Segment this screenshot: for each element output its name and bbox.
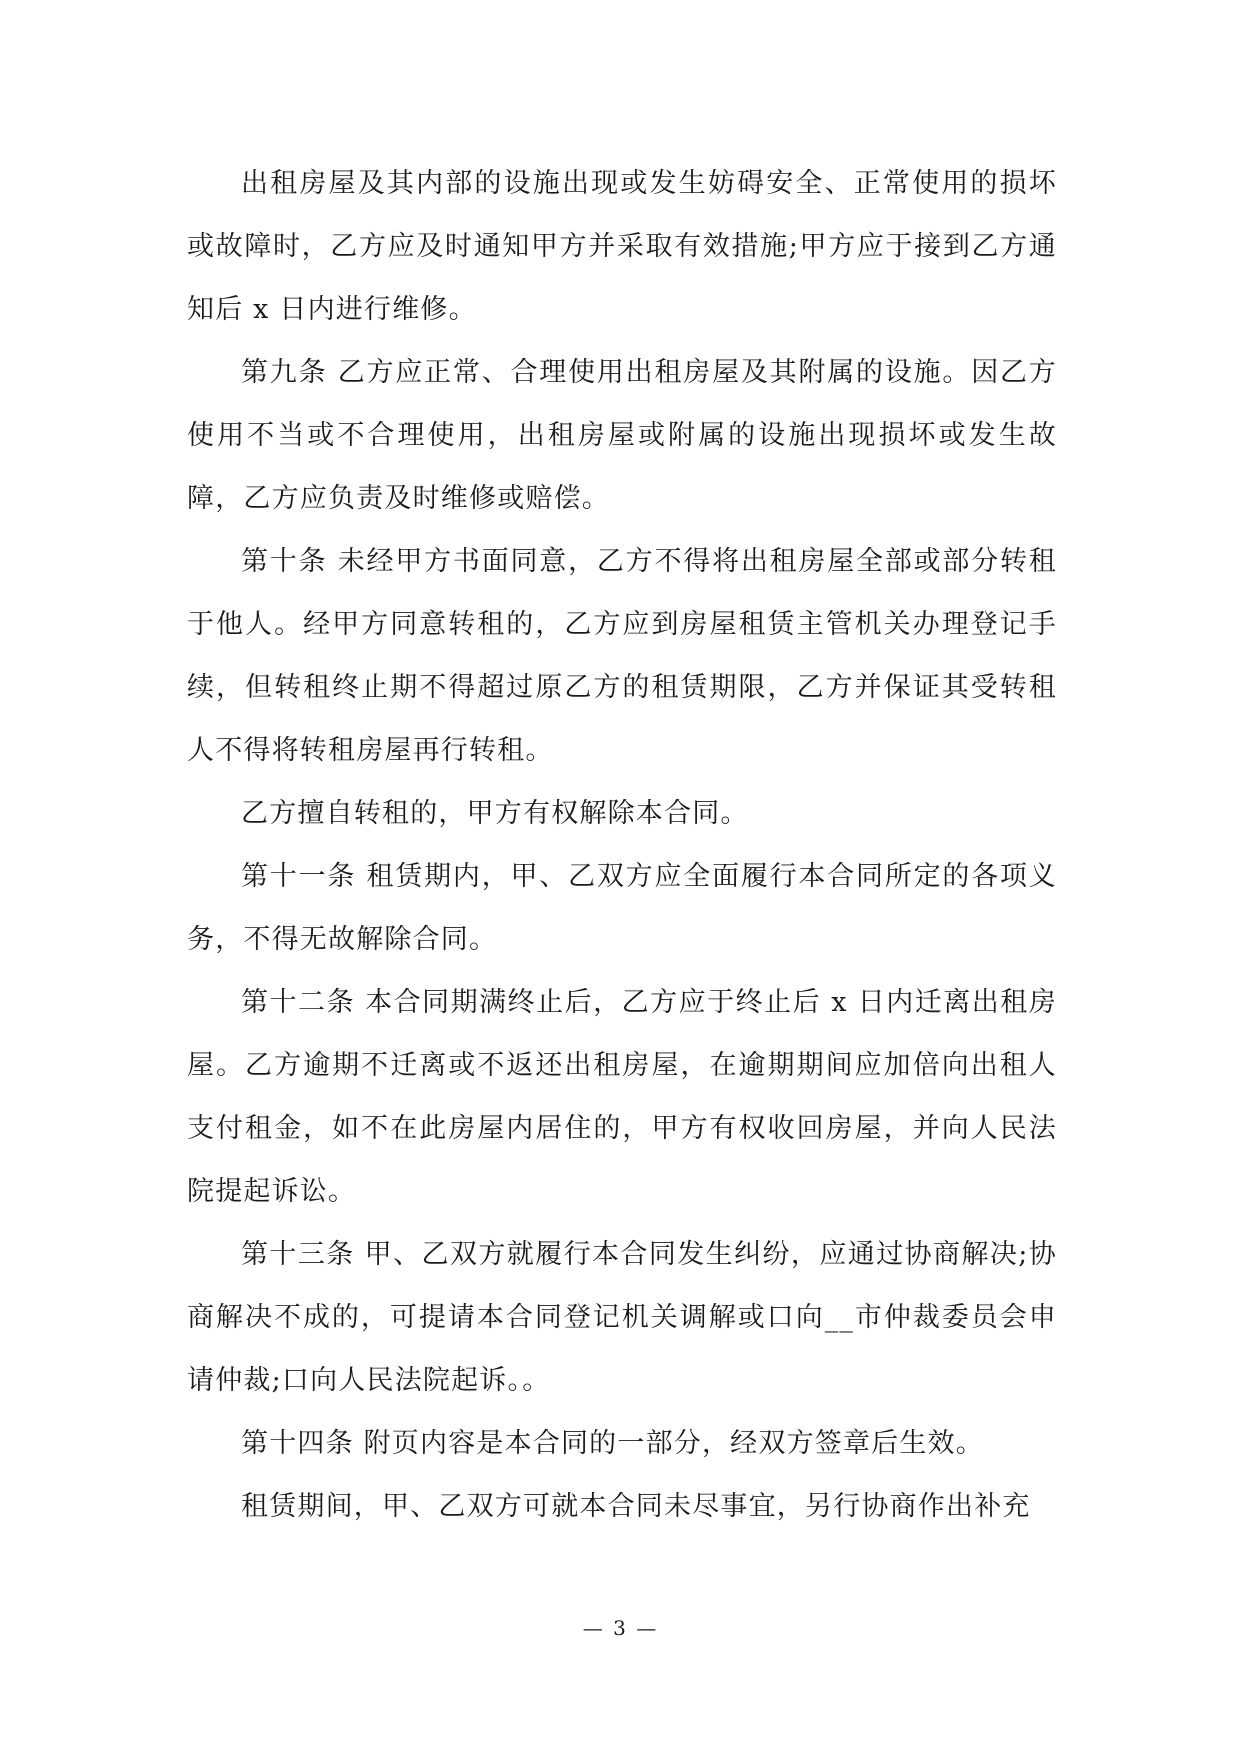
paragraph-article-13: 第十三条 甲、乙双方就履行本合同发生纠纷，应通过协商解决;协商解决不成的，可提请本合同登记机关调解或口向__市仲裁委员会申请仲裁;口向人民法院起诉。。 [187,1239,1057,1396]
paragraph-article-9: 第九条 乙方应正常、合理使用出租房屋及其附属的设施。因乙方使用不当或不合理使用，出租房屋或附属的设施出现损坏或发生故障，乙方应负责及时维修或赔偿。 [187,357,1057,514]
paragraph-article-12: 第十二条 本合同期满终止后，乙方应于终止后 x 日内迁离出租房屋。乙方逾期不迁离或不返还出租房屋，在逾期期间应加倍向出租人支付租金，如不在此房屋内居住的，甲方有权收回房屋，并向人民法院提起诉讼。 [187,987,1057,1207]
paragraph-article-11: 第十一条 租赁期内，甲、乙双方应全面履行本合同所定的各项义务，不得无故解除合同。 [187,861,1057,955]
paragraph-article-14: 第十四条 附页内容是本合同的一部分，经双方签章后生效。 [241,1428,984,1459]
document-body [187,152,1057,1538]
paragraph-supplementary: 租赁期间，甲、乙双方可就本合同未尽事宜，另行协商作出补充 [241,1491,1031,1522]
paragraph-unauthorized-sublease: 乙方擅自转租的，甲方有权解除本合同。 [241,798,749,829]
paragraph-repair-obligation: 出租房屋及其内部的设施出现或发生妨碍安全、正常使用的损坏或故障时，乙方应及时通知甲方并采取有效措施;甲方应于接到乙方通知后 x 日内进行维修。 [187,168,1057,325]
paragraph-article-10: 第十条 未经甲方书面同意，乙方不得将出租房屋全部或部分转租于他人。经甲方同意转租的，乙方应到房屋租赁主管机关办理登记手续，但转租终止期不得超过原乙方的租赁期限，乙方并保证其受转租人不得将转租房屋再行转租。 [187,546,1057,766]
page-number: — 3 — [582,1616,659,1640]
